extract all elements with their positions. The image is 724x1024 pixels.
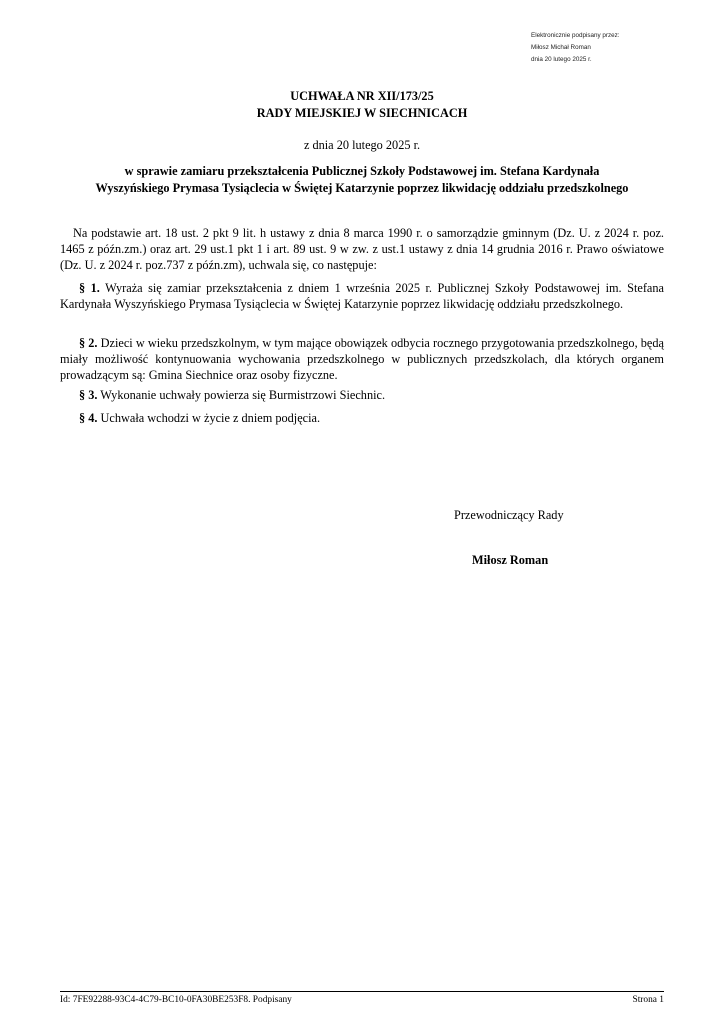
- paragraph-2-symbol: § 2.: [79, 336, 98, 350]
- footer-document-id: Id: 7FE92288-93C4-4C79-BC10-0FA30BE253F8. Podpisany: [60, 995, 292, 1005]
- resolution-subject: [60, 163, 664, 197]
- title-line-1: UCHWAŁA NR XII/173/25: [290, 89, 434, 103]
- paragraph-1: [60, 281, 664, 313]
- esign-line-1: Elektronicznie podpisany przez:: [531, 32, 620, 39]
- paragraph-4-text: Uchwała wchodzi w życie z dniem podjęcia.: [97, 411, 321, 425]
- paragraph-3: [60, 388, 664, 404]
- subject-line-1: w sprawie zamiaru przekształcenia Publicznej Szkoły Podstawowej im. Stefana Kardynała: [124, 164, 600, 178]
- paragraph-3-symbol: § 3.: [79, 388, 98, 402]
- subject-line-2: Wyszyńskiego Prymasa Tysiąclecia w Świętej Katarzynie poprzez likwidację oddziału przedszkolnego: [95, 181, 629, 195]
- paragraph-4-symbol: § 4.: [79, 411, 98, 425]
- paragraph-3-text: Wykonanie uchwały powierza się Burmistrzowi Siechnic.: [97, 388, 386, 402]
- paragraph-1-symbol: § 1.: [79, 281, 100, 295]
- esign-line-3: dnia 20 lutego 2025 r.: [531, 56, 592, 63]
- footer-page-number: Strona 1: [632, 995, 664, 1005]
- legal-basis-paragraph: [60, 226, 664, 273]
- paragraph-4: [60, 411, 664, 427]
- electronic-signature-note: [531, 30, 711, 66]
- signatory-role: Przewodniczący Rady: [454, 508, 564, 522]
- title-line-2: RADY MIEJSKIEJ W SIECHNICACH: [256, 106, 468, 120]
- signatory-name: Miłosz Roman: [472, 553, 549, 567]
- esign-line-2: Miłosz Michał Roman: [531, 44, 591, 51]
- paragraph-2-text: Dzieci w wieku przedszkolnym, w tym mające obowiązek odbycia rocznego przygotowania przedszkolnego, będą miały możliwość kontynuowania wychowania przedszkolnego w publicznych przedszkolach, dla których organem prowadzącym są: Gmina Siechnice oraz osoby fizyczne.: [60, 336, 664, 382]
- paragraph-1-text: Wyraża się zamiar przekształcenia z dniem 1 września 2025 r. Publicznej Szkoły Podstawowej im. Stefana Kardynała Wyszyńskiego Prymasa Tysiąclecia w Świętej Katarzynie poprzez likwidację oddziału przedszkolnego.: [60, 281, 664, 311]
- resolution-date: z dnia 20 lutego 2025 r.: [303, 138, 421, 152]
- resolution-title: [60, 88, 664, 122]
- paragraph-2: [60, 336, 664, 383]
- legal-basis-text: Na podstawie art. 18 ust. 2 pkt 9 lit. h ustawy z dnia 8 marca 1990 r. o samorządzie gminnym (Dz. U. z 2024 r. poz. 1465 z późn.zm.) oraz art. 29 ust.1 pkt 1 i art. 89 ust. 9 w zw. z ust.1 ustawy z dnia 14 grudnia 2016 r. Prawo oświatowe (Dz. U. z 2024 r. poz.737 z późn.zm), uchwala się, co następuje:: [60, 226, 664, 272]
- footer-divider: [60, 991, 664, 992]
